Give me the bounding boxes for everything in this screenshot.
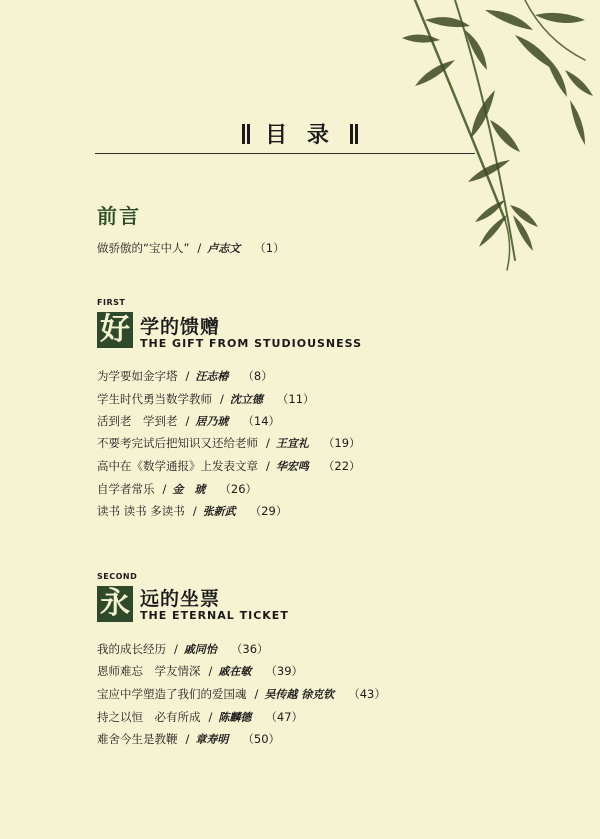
page-title-text: 目 录 <box>265 123 335 148</box>
entry-author: 金 琥 <box>172 483 206 496</box>
section-title-cn: 学的馈赠 <box>140 316 221 338</box>
entry-page: （1） <box>254 241 285 255</box>
entry-title: 持之以恒 必有所成 <box>97 710 201 724</box>
entry-page: （19） <box>322 436 361 450</box>
entry-page: （11） <box>276 392 315 406</box>
entry-author: 吴传越 徐克钦 <box>264 688 335 701</box>
preface-heading: 前言 <box>97 204 141 228</box>
entry-title: 我的成长经历 <box>97 642 166 656</box>
entry-separator: / <box>185 414 190 428</box>
entry-page: （8） <box>242 369 273 383</box>
section-title-en: THE GIFT FROM STUDIOUSNESS <box>140 337 362 350</box>
entry-page: （14） <box>242 414 281 428</box>
entry-separator: / <box>185 369 190 383</box>
entry-author: 卢志文 <box>207 242 241 255</box>
entry-author: 戚同怡 <box>183 643 217 656</box>
entry-separator: / <box>185 732 190 746</box>
toc-entry <box>97 641 269 657</box>
toc-entry <box>97 709 303 725</box>
section-label: FIRST <box>97 298 126 307</box>
entry-page: （29） <box>249 504 288 518</box>
entry-author: 汪志椿 <box>195 370 229 383</box>
toc-entry <box>97 481 257 497</box>
entry-page: （47） <box>265 710 304 724</box>
entry-title: 读书 读书 多读书 <box>97 504 185 518</box>
entry-title: 不要考完试后把知识又还给老师 <box>97 436 258 450</box>
toc-entry <box>97 435 361 451</box>
entry-title: 难舍今生是教鞭 <box>97 732 178 746</box>
entry-separator: / <box>208 710 213 724</box>
page-title <box>0 118 600 149</box>
section-title-en: THE ETERNAL TICKET <box>140 609 289 622</box>
entry-page: （39） <box>265 664 304 678</box>
toc-entry <box>97 503 287 519</box>
entry-separator: / <box>174 642 178 656</box>
toc-entry <box>97 391 315 407</box>
entry-title: 自学者常乐 <box>97 482 155 496</box>
entry-page: （36） <box>230 642 269 656</box>
title-bar-left <box>242 124 245 144</box>
entry-page: （50） <box>242 732 281 746</box>
title-divider <box>95 153 475 154</box>
entry-page: （22） <box>322 459 361 473</box>
toc-entry <box>97 240 285 256</box>
entry-author: 陈麟德 <box>218 711 252 724</box>
entry-separator: / <box>266 436 270 450</box>
entry-author: 沈立德 <box>229 393 263 406</box>
toc-entry <box>97 458 361 474</box>
toc-entry <box>97 686 386 702</box>
entry-separator: / <box>266 459 270 473</box>
section-label: SECOND <box>97 572 138 581</box>
entry-title: 活到老 学到老 <box>97 414 178 428</box>
section-initial: 好 <box>97 312 133 348</box>
toc-entry <box>97 413 280 429</box>
section-initial: 永 <box>97 586 133 622</box>
entry-separator: / <box>220 392 224 406</box>
entry-author: 居乃琥 <box>195 415 229 428</box>
title-bar-right <box>350 124 353 144</box>
toc-entry <box>97 663 303 679</box>
title-bar-right-2 <box>355 124 358 144</box>
section-title-cn: 远的坐票 <box>140 588 221 610</box>
entry-page: （26） <box>219 482 258 496</box>
entry-author: 华宏鸣 <box>275 460 309 473</box>
entry-title: 宝应中学塑造了我们的爱国魂 <box>97 687 247 701</box>
entry-title: 恩师难忘 学友情深 <box>97 664 201 678</box>
entry-separator: / <box>208 664 213 678</box>
entry-title: 做骄傲的“宝中人” <box>97 241 190 255</box>
entry-author: 戚在敏 <box>218 665 252 678</box>
entry-separator: / <box>254 687 259 701</box>
toc-entry <box>97 731 280 747</box>
entry-page: （43） <box>348 687 386 701</box>
entry-title: 学生时代勇当数学教师 <box>97 392 212 406</box>
toc-entry <box>97 368 273 384</box>
entry-author: 王宜礼 <box>275 437 309 450</box>
entry-author: 章寿明 <box>195 733 229 746</box>
entry-author: 张新武 <box>202 505 236 518</box>
title-bar-left-2 <box>247 124 250 144</box>
entry-title: 高中在《数学通报》上发表文章 <box>97 459 258 473</box>
entry-title: 为学要如金字塔 <box>97 369 178 383</box>
entry-separator: / <box>162 482 167 496</box>
entry-separator: / <box>197 241 202 255</box>
entry-separator: / <box>192 504 197 518</box>
